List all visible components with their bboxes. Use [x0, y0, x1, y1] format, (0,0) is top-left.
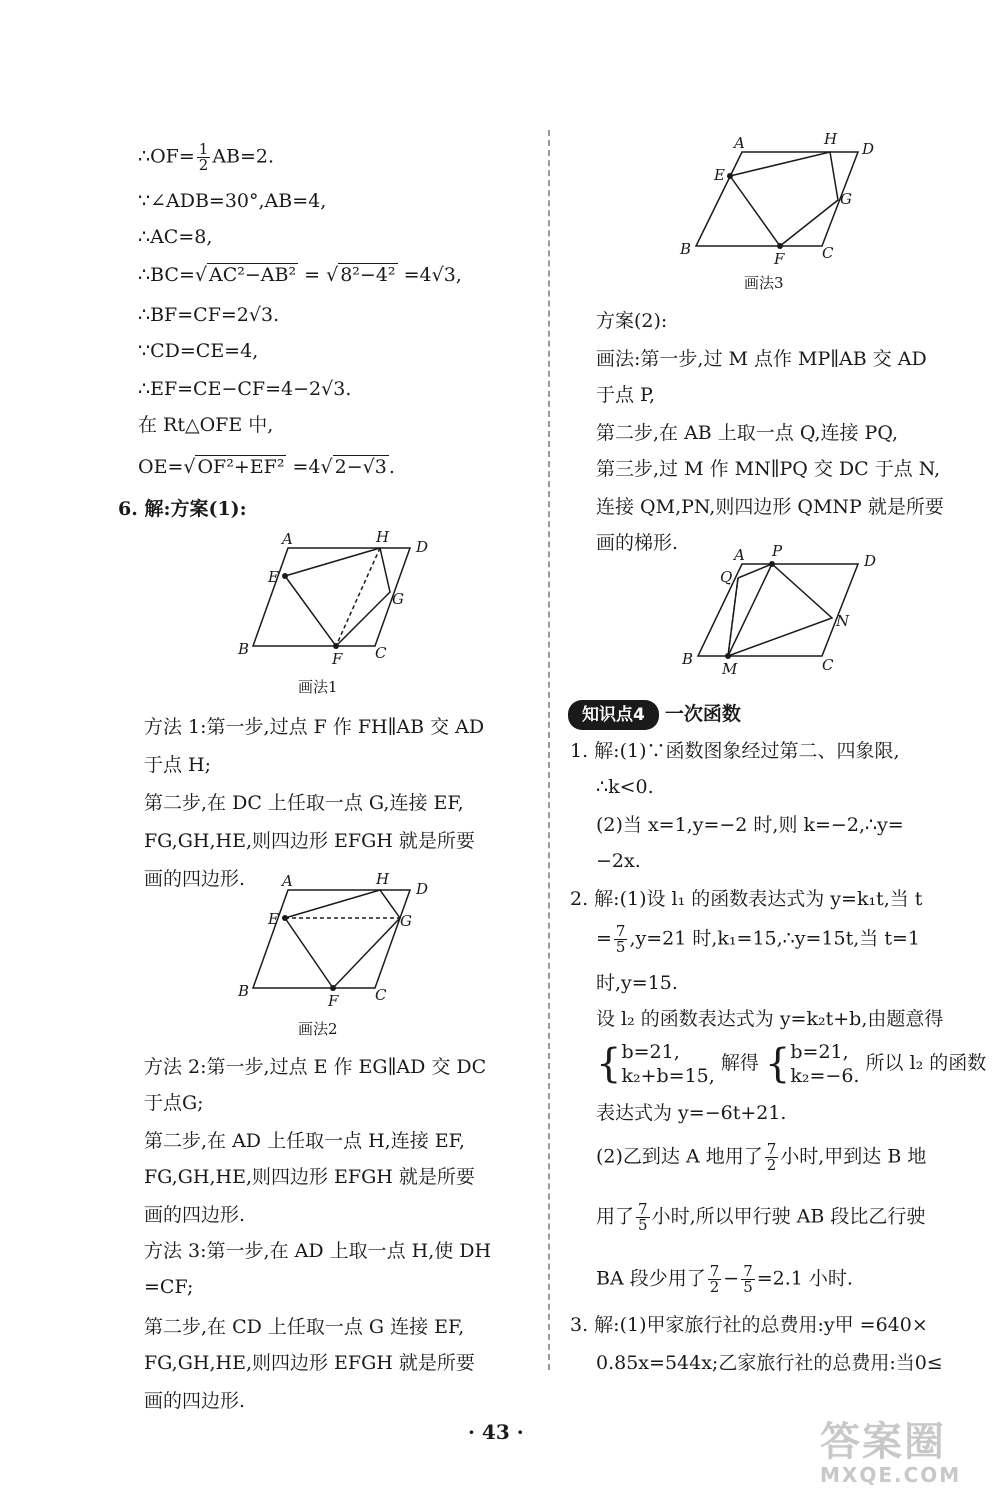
label-b: B — [682, 650, 694, 668]
plan-2-line-3: 于点 P, — [596, 384, 656, 406]
q2-line-3: 时,y=15. — [596, 972, 678, 994]
proof-line-7: ∴EF=CE−CF=4−2√3. — [138, 378, 352, 400]
label-b: B — [238, 640, 250, 658]
label-p: P — [772, 542, 783, 560]
method-2-line-4: FG,GH,HE,则四边形 EFGH 就是所要 — [144, 1166, 475, 1188]
q1-line-2: ∴k<0. — [596, 776, 654, 798]
column-divider — [548, 130, 550, 1370]
figure-caption-2: 画法2 — [298, 1020, 338, 1038]
q1-line-1: 1. 解:(1)∵函数图象经过第二、四象限, — [570, 740, 900, 762]
label-c: C — [375, 644, 387, 662]
label-h: H — [376, 870, 390, 888]
question-6-heading: 6. 解:方案(1): — [118, 498, 247, 520]
plan-2-line-4: 第二步,在 AB 上取一点 Q,连接 PQ, — [596, 422, 899, 444]
method-3-line-5: 画的四边形. — [144, 1390, 246, 1412]
proof-line-2: ∵∠ADB=30°,AB=4, — [138, 190, 327, 212]
method-2-line-1: 方法 2:第一步,过点 E 作 EG∥AD 交 DC — [144, 1056, 487, 1078]
plan-2-line-6: 连接 QM,PN,则四边形 QMNP 就是所要 — [596, 496, 944, 518]
plan-2-line-1: 方案(2): — [596, 310, 668, 332]
label-q: Q — [720, 568, 733, 586]
label-g: G — [392, 590, 404, 608]
label-a: A — [282, 872, 293, 890]
method-1-line-1: 方法 1:第一步,过点 F 作 FH∥AB 交 AD — [144, 716, 485, 738]
plan-2-line-5: 第三步,过 M 作 MN∥PQ 交 DC 于点 N, — [596, 458, 941, 480]
label-e: E — [714, 166, 725, 184]
trapezoid-diagram — [676, 540, 886, 680]
proof-line-5: ∴BF=CF=2√3. — [138, 304, 280, 326]
q3-line-2: 0.85x=544x;乙家旅行社的总费用:当0≤ — [596, 1352, 943, 1374]
proof-line-6: ∵CD=CE=4, — [138, 340, 259, 362]
q1-line-4: −2x. — [596, 850, 641, 872]
label-b: B — [238, 982, 250, 1000]
label-c: C — [375, 986, 387, 1004]
figure-caption-3: 画法3 — [744, 274, 784, 292]
label-e: E — [268, 910, 279, 928]
q2-line-9: BA 段少用了 $\frac{7}{2}$ − $\frac{7}{5}$ =2.1 小时. — [596, 1262, 853, 1296]
method-1-line-2: 于点 H; — [144, 754, 212, 776]
method-3-line-3: 第二步,在 CD 上任取一点 G 连接 EF, — [144, 1316, 465, 1338]
q2-line-7: (2)乙到达 A 地用了 $\frac{7}{2}$ 小时,甲到达 B 地 — [596, 1140, 927, 1174]
proof-line-8: 在 Rt△OFE 中, — [138, 414, 274, 436]
proof-line-4: ∴BC=√ AC²−AB² = √ 8²−4² =4√3, — [138, 264, 462, 286]
label-d: D — [864, 552, 877, 570]
label-f: F — [332, 650, 343, 668]
method-3-line-1: 方法 3:第一步,在 AD 上取一点 H,使 DH — [144, 1240, 492, 1262]
label-g: G — [400, 912, 412, 930]
q2-line-1: 2. 解:(1)设 l₁ 的函数表达式为 y=k₁t,当 t — [570, 888, 923, 910]
method-1-line-4: FG,GH,HE,则四边形 EFGH 就是所要 — [144, 830, 475, 852]
label-f: F — [328, 992, 339, 1010]
figure-method-3 — [676, 128, 886, 268]
parallelogram-diagram-1 — [230, 528, 430, 668]
proof-line-1: ∴OF= $\frac{1}{2}$ AB=2. — [138, 140, 275, 174]
label-d: D — [416, 880, 429, 898]
label-a: A — [734, 546, 745, 564]
label-d: D — [416, 538, 429, 556]
label-b: B — [680, 240, 692, 258]
label-d: D — [862, 140, 875, 158]
watermark-logo: 答案圈 MXQE.COM — [820, 1419, 962, 1487]
plan-2-line-7: 画的梯形. — [596, 532, 679, 554]
label-m: M — [722, 660, 738, 678]
label-c: C — [822, 244, 834, 262]
method-3-line-2: =CF; — [144, 1276, 194, 1298]
label-g: G — [840, 190, 852, 208]
q2-line-8: 用了 $\frac{7}{5}$ 小时,所以甲行驶 AB 段比乙行驶 — [596, 1200, 926, 1234]
label-a: A — [282, 530, 293, 548]
page-number: · 43 · — [468, 1420, 524, 1444]
proof-line-3: ∴AC=8, — [138, 226, 213, 248]
parallelogram-diagram-3 — [676, 128, 886, 268]
method-1-line-3: 第二步,在 DC 上任取一点 G,连接 EF, — [144, 792, 464, 814]
method-2-line-5: 画的四边形. — [144, 1204, 246, 1226]
plan-2-line-2: 画法:第一步,过 M 点作 MP∥AB 交 AD — [596, 348, 927, 370]
figure-method-1 — [230, 528, 430, 668]
parallelogram-diagram-2 — [230, 870, 430, 1010]
label-e: E — [268, 568, 279, 586]
label-f: F — [774, 250, 785, 268]
knowledge-point-tag: 知识点4 — [568, 700, 659, 730]
q3-line-1: 3. 解:(1)甲家旅行社的总费用:y甲 =640× — [570, 1314, 928, 1336]
method-3-line-4: FG,GH,HE,则四边形 EFGH 就是所要 — [144, 1352, 475, 1374]
method-1-line-5: 画的四边形. — [144, 868, 246, 890]
label-c: C — [822, 656, 834, 674]
label-a: A — [734, 134, 745, 152]
q2-line-6: 表达式为 y=−6t+21. — [596, 1102, 787, 1124]
knowledge-point-title: 一次函数 — [664, 703, 741, 725]
q2-equation-system: { b=21, k₂+b=15, 解得 { b=21, k₂=−6. 所以 l₂ 的函数 — [596, 1041, 987, 1087]
q1-line-3: (2)当 x=1,y=−2 时,则 k=−2,∴y= — [596, 814, 904, 836]
method-2-line-3: 第二步,在 AD 上任取一点 H,连接 EF, — [144, 1130, 465, 1152]
label-h: H — [824, 130, 838, 148]
q2-line-4: 设 l₂ 的函数表达式为 y=k₂t+b,由题意得 — [596, 1008, 944, 1030]
figure-caption-1: 画法1 — [298, 678, 338, 696]
label-h: H — [376, 528, 390, 546]
label-n: N — [836, 612, 850, 630]
proof-line-9: OE=√ OF²+EF² =4√ 2−√3 . — [138, 456, 395, 478]
figure-method-2 — [230, 870, 430, 1010]
method-2-line-2: 于点G; — [144, 1092, 204, 1114]
q2-line-2: = $\frac{7}{5}$ ,y=21 时,k₁=15,∴y=15t,当 t=1 — [596, 922, 920, 956]
knowledge-point-header — [568, 700, 741, 730]
figure-trapezoid — [676, 540, 886, 680]
